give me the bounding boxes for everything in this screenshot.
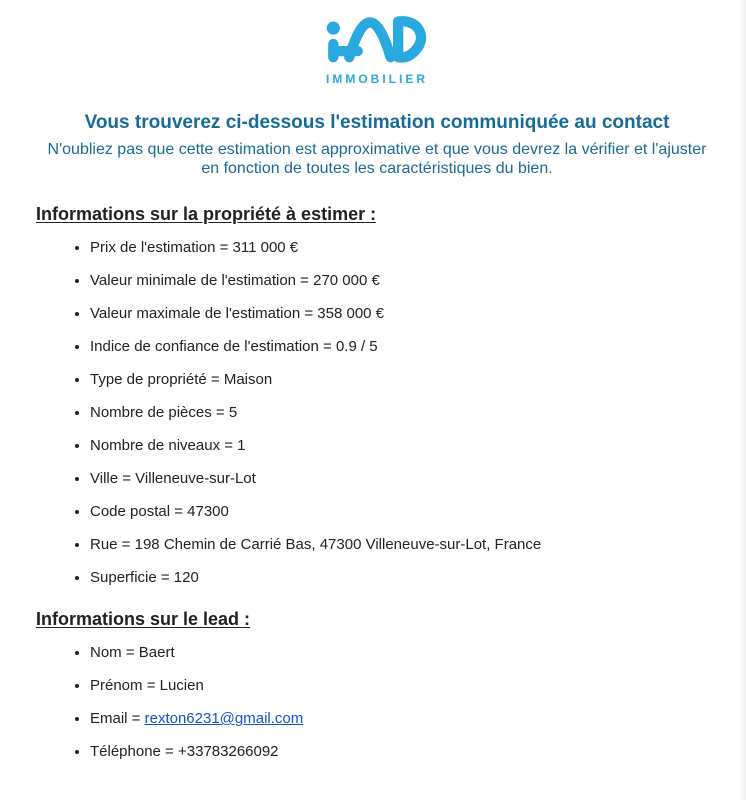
logo-subtitle: IMMOBILIER: [326, 72, 428, 86]
list-item: • Téléphone = +33783266092: [90, 743, 718, 761]
list-item: • Nom = Baert: [90, 644, 718, 662]
list-item: • Valeur maximale de l'estimation = 358 000 €: [90, 305, 718, 323]
list-item: • Nombre de niveaux = 1: [90, 437, 718, 455]
email-link[interactable]: rexton6231@gmail.com: [144, 710, 304, 727]
scrollbar-track[interactable]: [738, 0, 746, 800]
lead-section-heading: Informations sur le lead :: [36, 609, 251, 629]
list-item: • Superficie = 120: [90, 569, 718, 587]
list-item: • Email = rexton6231@gmail.com: [90, 710, 718, 728]
brand-header: [36, 10, 718, 86]
list-item: • Indice de confiance de l'estimation = 0.9 / 5: [90, 338, 718, 356]
list-item: • Type de propriété = Maison: [90, 371, 718, 389]
lead-section: [36, 609, 718, 761]
page-title: Vous trouverez ci-dessous l'estimation communiquée au contact: [84, 112, 670, 133]
property-list: [36, 239, 718, 587]
lead-list: [36, 644, 718, 761]
list-item: • Valeur minimale de l'estimation = 270 000 €: [90, 272, 718, 290]
list-item: • Rue = 198 Chemin de Carrié Bas, 47300 Villeneuve-sur-Lot, France: [90, 536, 718, 554]
list-item: • Nombre de pièces = 5: [90, 404, 718, 422]
list-item: • Prix de l'estimation = 311 000 €: [90, 239, 718, 257]
property-section-heading: Informations sur la propriété à estimer :: [36, 204, 377, 224]
disclaimer: [36, 140, 718, 178]
list-item: • Code postal = 47300: [90, 503, 718, 521]
property-section: [36, 204, 718, 587]
list-item: • Ville = Villeneuve-sur-Lot: [90, 470, 718, 488]
disclaimer-line-2: en fonction de toutes les caractéristiques du bien.: [201, 160, 553, 177]
iad-logo-icon: [323, 10, 431, 65]
disclaimer-line-1: N'oubliez pas que cette estimation est approximative et que vous devrez la vérifier et l'ajuster: [47, 141, 707, 158]
list-item: • Prénom = Lucien: [90, 677, 718, 695]
